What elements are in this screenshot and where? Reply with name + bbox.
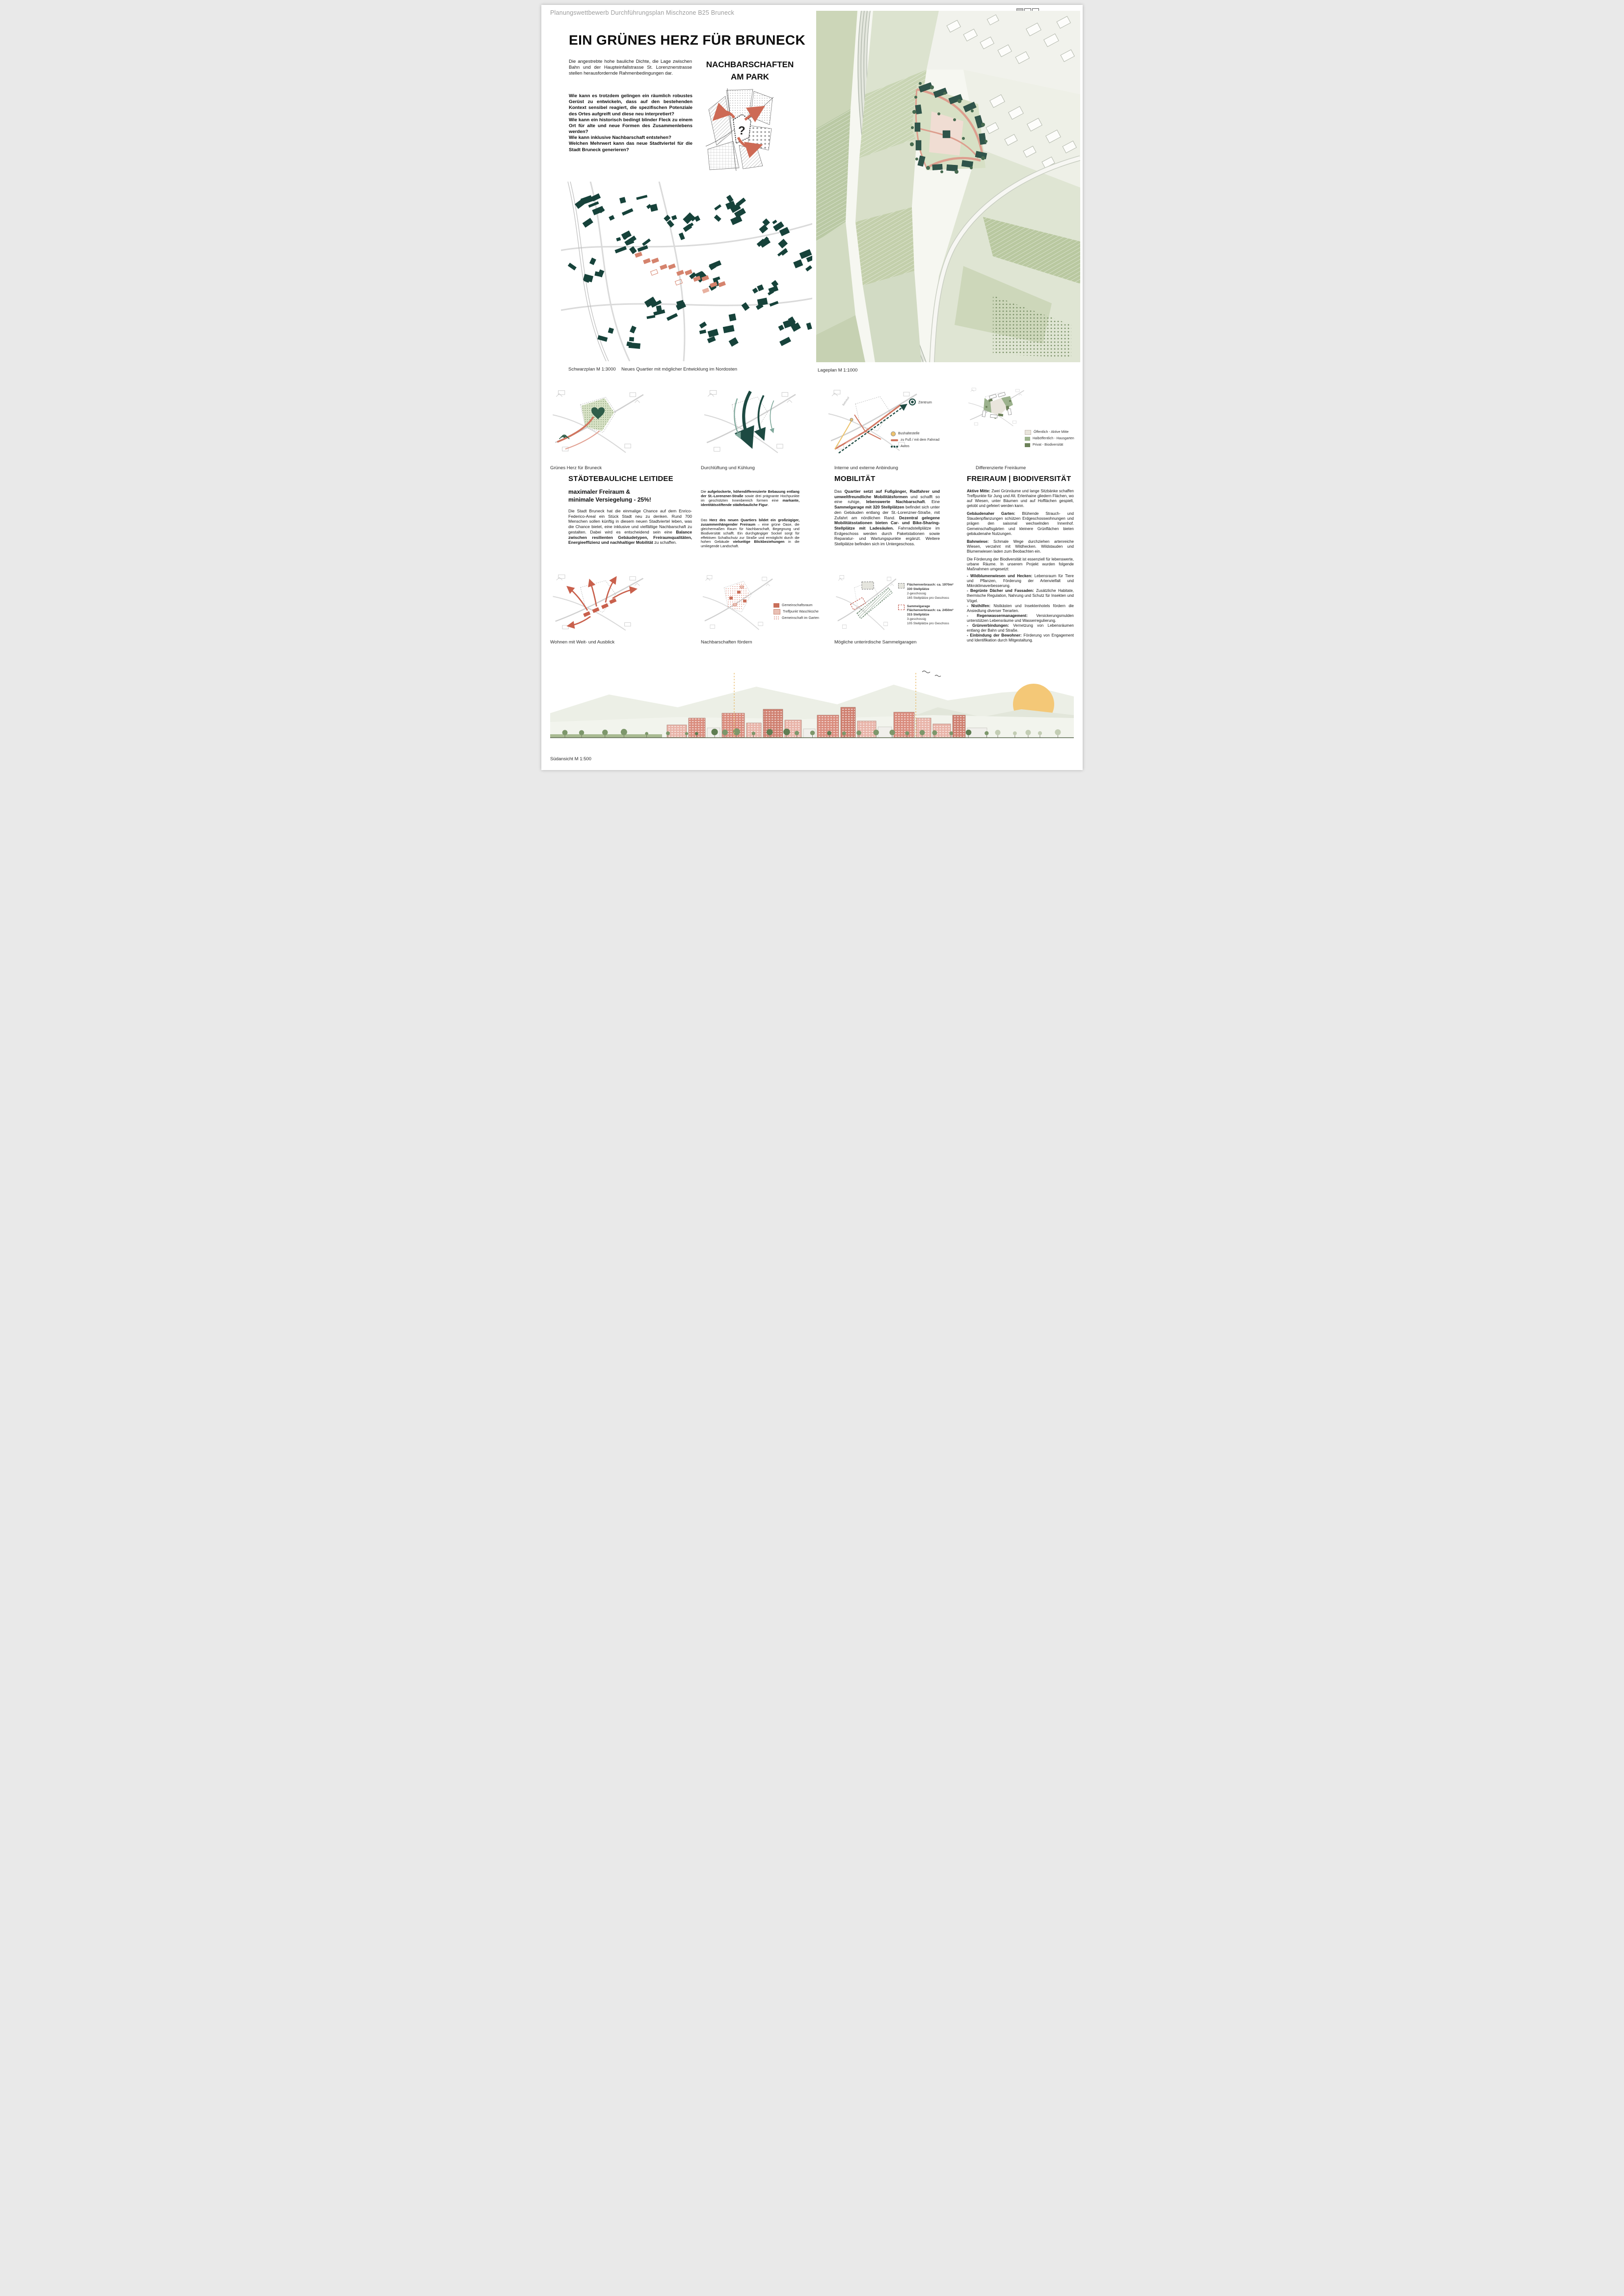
- legend-line: 105 Stellplätze pro Geschoss: [907, 622, 949, 626]
- mobilitaet-body: Das Quartier setzt auf Fußgänger, Radfahrer und umweltfreundliche Mobilitätsformen und schafft so eine ruhige, lebenswerte Nachbarschaft. Eine Sammelgarage mit 320 Stellplätzen befindet sich unter den Gebäuden entlang der St.-Lorenzner-Straße, mit Zufahrt am nördlichen Rand. Dezentral gelegene Mobilitätsstationen bieten Car- und Bike-Sharing-Stellplätze mit Ladesäulen. Fahrradstellplätze im Erdgeschoss werden durch Paketstationen sowie Reparatur- und Wartungspunkte ergänzt. Weitere Stellplätze befinden sich im Untergeschoss.: [834, 489, 940, 547]
- freiraum-paragraph: Gebäudenaher Garten: Blühende Strauch- und Staudenpflanzungen schützen Erdgeschosswohnungen und prägen den saisonal wechselnden Innenhof. Gemeinschaftsgärten und kleinere Grünflächen bieten gebäudenahe Nutzungen.: [967, 511, 1074, 536]
- south-elevation-svg: [550, 664, 1074, 751]
- anbindung-legend: [891, 431, 939, 451]
- schwarzplan-svg: [561, 182, 812, 361]
- page-title: EIN GRÜNES HERZ FÜR BRUNECK: [569, 32, 806, 48]
- south-elevation: [550, 664, 1074, 751]
- legend-label: Öffentlich - Aktive Mitte: [1034, 430, 1069, 434]
- laundry-swatch-icon: [773, 609, 780, 614]
- bebauung-paragraph-2: Das Herz des neuen Quartiers bildet ein großzügiger, zusammenhängender Freiraum – eine grüne Oase, die gleichermaßen Raum für Nachbarschaft, Begegnung und Biodiversität schafft. Ein durchgängiger Sockel sorgt für effektiven Schallschutz zur Straße und ermöglicht durch die hohen Gebäude vielseitige Blickbeziehungen in die umliegende Landschaft.: [701, 518, 799, 549]
- legend-line: Flächenverbrauch: ca. 2450m²: [907, 609, 954, 613]
- diagram-durchlueftung-svg: [701, 384, 799, 460]
- freiraum-bullet: - Begrünte Dächer und Fassaden: Zusätzliche Habitate, thermische Regulation, Nahrung und Schutz für Insekten und Vögel.: [967, 588, 1074, 603]
- freiraum-bullet: - Grünverbindungen: Vernetzung von Lebensräumen entlang der Bahn und Straße.: [967, 623, 1074, 633]
- lageplan-map: [816, 11, 1080, 362]
- garage-option2-swatch-icon: [898, 605, 905, 610]
- concept-heading-line1: NACHBARSCHAFTEN: [706, 60, 794, 69]
- garden-swatch-icon: [773, 616, 779, 620]
- section-heading-freiraum: FREIRAUM | BIODIVERSITÄT: [967, 475, 1071, 483]
- site-question-sketch: [705, 87, 774, 172]
- legend-label: zu Fuß / mit dem Fahrrad: [901, 438, 939, 442]
- diagram-caption: Mögliche unterirdische Sammelgaragen: [834, 640, 917, 645]
- schwarzplan-map: [561, 182, 812, 361]
- airflow-arrow-large: [744, 391, 750, 439]
- diagram-ausblick-svg: [550, 569, 646, 637]
- legend-label: Gemeinschaftsraum: [782, 604, 813, 607]
- legend-line: 315 Stellplätze: [907, 613, 930, 617]
- question-3: Wie kann inklusive Nachbarschaft entstehen?: [569, 135, 671, 141]
- legend-line: Flächenverbrauch: ca. 1970m²: [907, 583, 954, 587]
- schwarzplan-note: Neues Quartier mit möglicher Entwicklung im Nordosten: [621, 367, 738, 372]
- legend-label: Bushaltestelle: [898, 432, 920, 435]
- garage-green-outline: [857, 588, 892, 619]
- legend-line: 3-geschossig: [907, 617, 926, 621]
- section-heading-leitidee: STÄDTEBAULICHE LEITIDEE: [568, 475, 673, 483]
- lageplan-svg: [816, 11, 1080, 362]
- public-swatch-icon: [1025, 430, 1031, 435]
- legend-line: 2-geschossig: [907, 591, 926, 595]
- question-1: Wie kann es trotzdem gelingen ein räumlich robustes Gerüst zu entwickeln, dass auf den bestehenden Kontext sensibel reagiert, die spezifischen Potenziale des Ortes aufgreift und diese neu interpretiert?: [569, 93, 692, 117]
- diagram-sammelgaragen-svg: [834, 569, 898, 637]
- diagram-sammelgaragen: [834, 569, 964, 637]
- legend-label: Autos: [901, 445, 909, 449]
- schwarzplan-caption: Schwarzplan M 1:3000: [568, 367, 616, 372]
- concept-heading-line2: AM PARK: [730, 72, 770, 81]
- bahnhof-label: Bahnhof: [842, 396, 851, 407]
- car-swatch-icon: [891, 446, 898, 448]
- community-room-swatch-icon: [773, 603, 779, 608]
- diagram-gruenes-herz-svg: [550, 384, 646, 460]
- question-4: Welchen Mehrwert kann das neue Stadtviertel für die Stadt Bruneck generieren?: [569, 141, 692, 153]
- question-mark-glyph: ?: [738, 124, 745, 137]
- diagram-caption: Interne und externe Anbindung: [834, 465, 898, 471]
- diagram-caption: Grünes Herz für Bruneck: [550, 465, 602, 471]
- garagen-legend: [898, 583, 962, 626]
- legend-line: 330 Stellplätze: [907, 587, 930, 591]
- freiraeume-legend: [1025, 429, 1074, 449]
- diagram-ausblick: [550, 569, 646, 637]
- freiraum-paragraph: Die Förderung der Biodiversität ist essenziell für lebenswerte, urbane Räume. In unserem Projekt wurden folgende Maßnahmen umgesetzt:: [967, 557, 1074, 572]
- concept-heading: [701, 59, 799, 83]
- zentrum-marker: [909, 399, 915, 405]
- diagram-durchlueftung: [701, 384, 799, 460]
- site-question-sketch-svg: [705, 87, 774, 172]
- zentrum-label: Zentrum: [918, 400, 932, 404]
- legend-label: Privat - Biodiversität: [1033, 443, 1064, 447]
- semipublic-swatch-icon: [1025, 437, 1030, 441]
- diagram-caption: Differenzierte Freiräume: [976, 465, 1026, 471]
- legend-line: 165 Stellplätze pro Geschoss: [907, 596, 949, 600]
- view-arrows: [569, 579, 634, 625]
- question-block: [569, 93, 692, 153]
- diagram-anbindung: [826, 384, 966, 462]
- diagram-freiraeume-svg: [967, 384, 1026, 462]
- garage-gray-outline: [862, 582, 874, 589]
- legend-line: Sammelgarage: [907, 604, 930, 608]
- diagram-caption: Nachbarschaften fördern: [701, 640, 752, 645]
- freiraum-body: [967, 489, 1074, 643]
- diagram-caption: Wohnen mit Weit- und Ausblick: [550, 640, 615, 645]
- lageplan-caption: Lageplan M 1:1000: [818, 368, 858, 373]
- nachbarschaften-legend: [773, 603, 819, 622]
- diagram-nachbarschaften: [701, 569, 819, 637]
- header-project-label: Planungswettbewerb Durchführungsplan Mischzone B25 Bruneck: [550, 9, 735, 16]
- garage-option1-swatch-icon: [898, 583, 905, 588]
- legend-label: Treffpunkt Waschküche: [783, 610, 819, 614]
- subheading-line1: maximaler Freiraum &: [568, 488, 631, 495]
- private-swatch-icon: [1025, 443, 1030, 447]
- intro-paragraph: Die angestrebte hohe bauliche Dichte, die Lage zwischen Bahn und der Haupteinfallstrasse St. Lorenznerstrasse stellen herausfordernde Rahmenbedingungen dar.: [569, 59, 692, 77]
- bus-stop-swatch-icon: [891, 431, 896, 436]
- competition-poster: [541, 5, 1083, 770]
- section-heading-mobilitaet: MOBILITÄT: [834, 475, 876, 483]
- question-2: Wie kann ein historisch bedingt blinder Fleck zu einem Ort für alte und neue Formen des Zusammenlebens werden?: [569, 117, 692, 135]
- freiraum-bullet: - Wildblumenwiesen und Hecken: Lebensraum für Tiere und Pflanzen, Förderung der Artenvielfalt und Mikroklimaverbesserung.: [967, 574, 1074, 588]
- diagram-caption: Durchlüftung und Kühlung: [701, 465, 755, 471]
- diagram-gruenes-herz: [550, 384, 646, 460]
- suedansicht-caption: Südansicht M 1:500: [550, 756, 591, 762]
- bus-stop-marker: [850, 418, 853, 421]
- diagram-nachbarschaften-svg: [701, 569, 774, 637]
- leitidee-subheading: [568, 488, 651, 504]
- legend-label: Halböffentlich - Hausgarten: [1033, 437, 1074, 441]
- freiraum-bullet: - Regenwassermanagement: Versickerungsmulden unterstützen Lebensräume und Wasserregulierung.: [967, 613, 1074, 623]
- freiraum-paragraph: Bahnwiese: Schmale Wege durchziehen artenreiche Wiesen, verzahnt mit Wildhecken. Wildstauden und Blumenwiesen laden zum Beobachten ein.: [967, 539, 1074, 554]
- freiraum-bullet: - Nisthilfen: Nistkästen und Insektenhotels fördern die Ansiedlung diverser Tierarten.: [967, 603, 1074, 613]
- freiraum-bullet: - Einbindung der Bewohner: Förderung von Engagement und Identifikation durch Mitgestaltung.: [967, 633, 1074, 643]
- walk-bike-swatch-icon: [891, 439, 898, 441]
- bebauung-paragraph-1: Die aufgelockerte, höhendifferenzierte Bebauung entlang der St.-Lorenzner-Straße sowie drei prägnante Hochpunkte im geschützten Innenbereich formen eine markante, identitätsstiftende städtebauliche Figur.: [701, 489, 799, 507]
- legend-label: Gemeinschaft im Garten: [782, 616, 819, 620]
- subheading-line2: minimale Versiegelung - 25%!: [568, 496, 651, 503]
- diagram-freiraeume: [967, 384, 1076, 462]
- freiraum-paragraph: Aktive Mitte: Zwei Grünräume und lange Sitzbänke schaffen Treffpunkte für Jung und Alt. Erlenhaine gliedern Flächen, wo auf Wiesen, unter Bäumen und auf Hofflächen gespielt, getobt und gefeiert werden kann.: [967, 489, 1074, 508]
- leitidee-body: Die Stadt Bruneck hat die einmalige Chance auf dem Enrico-Federico-Areal ein Stück Stadt neu zu denken. Rund 700 Menschen sollen künftig in diesem neuen Stadtviertel leben, was die Chance bietet, eine inklusive und vielfältige Nachbarschaft zu gestalten. Dabei wird es entscheidend sein eine Balance zwischen resilienten Gebäudetypen, Freiraumqualitäten, Energieeffizienz und nachhaltiger Mobilität zu schaffen.: [568, 508, 692, 545]
